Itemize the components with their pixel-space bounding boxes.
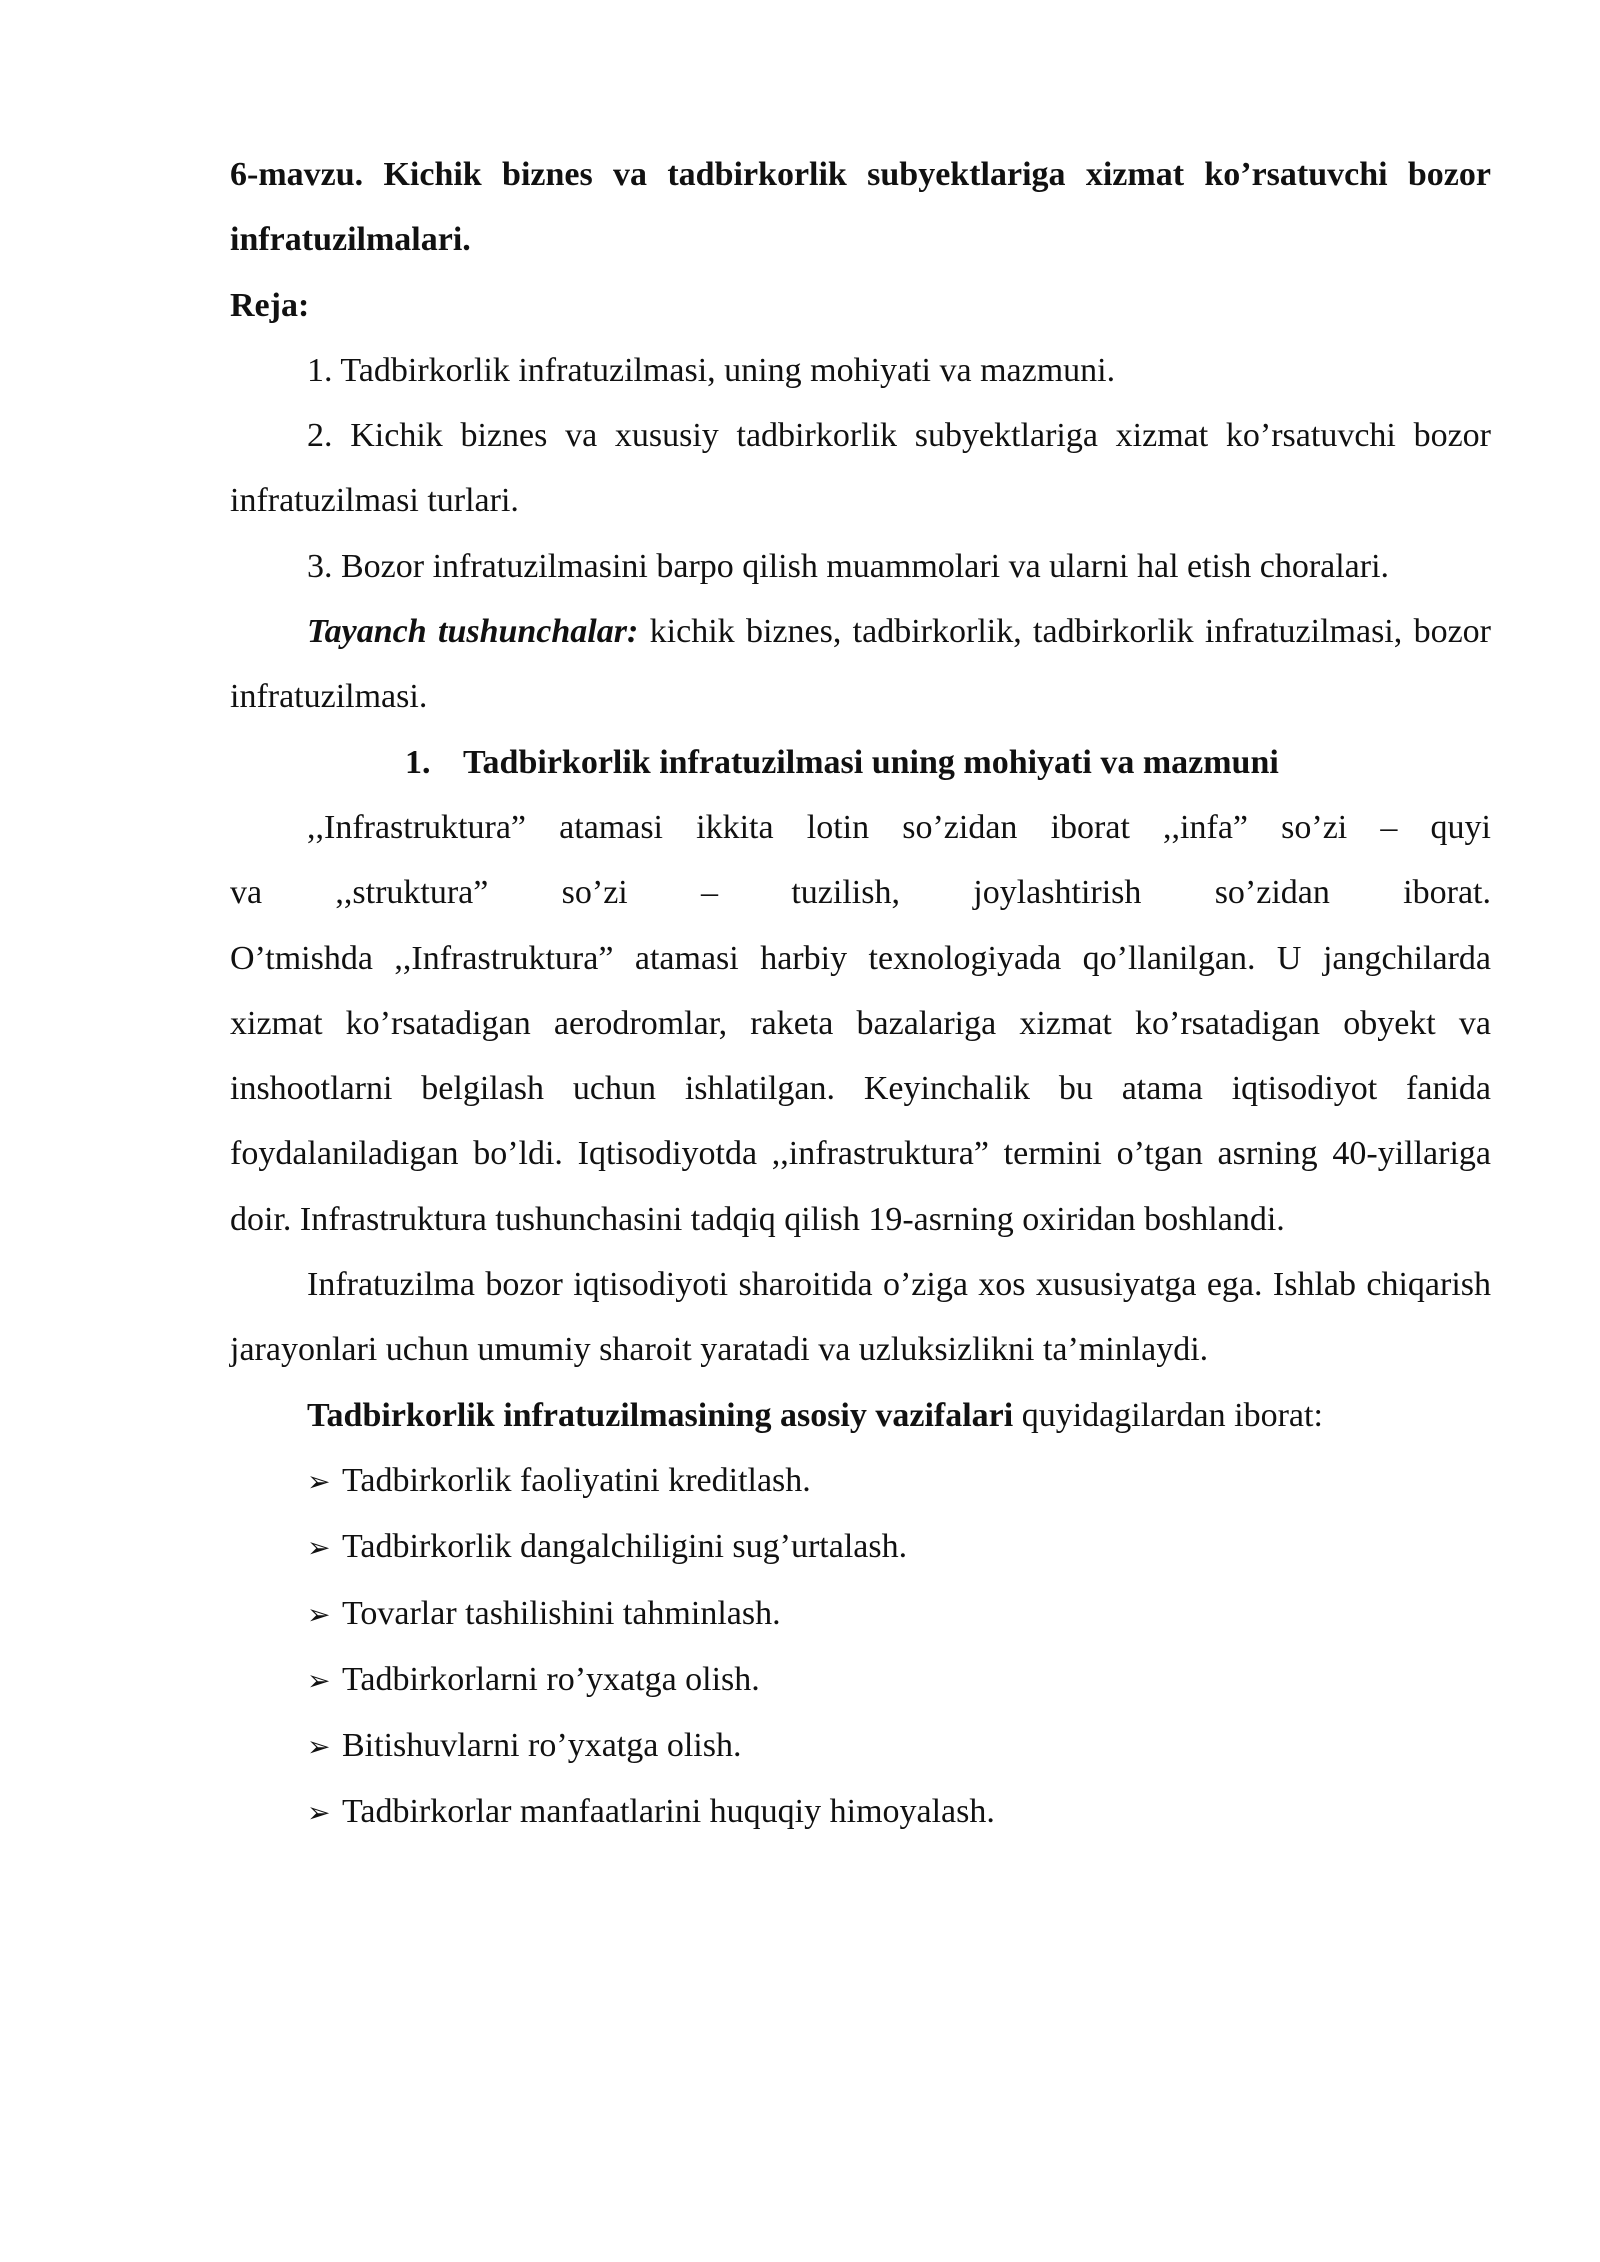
list-item (307, 1448, 1491, 1514)
paragraph-line: va ,,struktura” so’zi – tuzilish, joylashtirish so’zidan iborat. (230, 874, 1491, 912)
list-item (307, 1514, 1491, 1580)
list-item-text: Tovarlar tashilishini tahminlash. (342, 1594, 781, 1632)
list-item-text: Bitishuvlarni ro’yxatga olish. (342, 1727, 742, 1765)
section-heading (230, 730, 1491, 795)
plan-item: 1. Tadbirkorlik infratuzilmasi, uning mohiyati va mazmuni. (307, 351, 1116, 389)
list-item (307, 1647, 1491, 1713)
tasks-heading: Tadbirkorlik infratuzilmasining asosiy vazifalari (307, 1396, 1014, 1434)
list-item-text: Tadbirkorlik dangalchiligini sug’urtalash. (342, 1528, 908, 1566)
task-list (230, 1448, 1491, 1846)
document-page (230, 142, 1491, 1846)
arrow-bullet-icon: ➢ (307, 1597, 331, 1631)
key-terms-label: Tayanch tushunchalar: (307, 613, 639, 651)
paragraph-line: ,,Infrastruktura” atamasi ikkita lotin so’zidan iborat ,,infa” so’zi – quyi (307, 808, 1491, 846)
document-title: 6-mavzu. Kichik biznes va tadbirkorlik subyektlariga xizmat ko’rsatuvchi bozor infratuzilmalari. (230, 156, 1491, 259)
list-item (307, 1779, 1491, 1845)
tasks-intro-paragraph (230, 1383, 1491, 1448)
paragraph: Infratuzilma bozor iqtisodiyoti sharoitida o’ziga xos xususiyatga ega. Ishlab chiqarish jarayonlari uchun umumiy sharoit yaratadi va uzluksizlikni ta’minlaydi. (230, 1266, 1491, 1369)
list-item-text: Tadbirkorlar manfaatlarini huquqiy himoyalash. (342, 1793, 995, 1831)
arrow-bullet-icon: ➢ (307, 1796, 331, 1830)
plan-heading: Reja: (230, 286, 310, 324)
list-item-text: Tadbirkorlarni ro’yxatga olish. (342, 1660, 760, 1698)
arrow-bullet-icon: ➢ (307, 1730, 331, 1764)
key-terms-paragraph (230, 599, 1491, 730)
section-title: Tadbirkorlik infratuzilmasi uning mohiyati va mazmuni (463, 743, 1279, 781)
plan-item: 2. Kichik biznes va xususiy tadbirkorlik subyektlariga xizmat ko’rsatuvchi bozor infratuzilmasi turlari. (230, 417, 1491, 520)
key-terms-text: kichik biznes, tadbirkorlik, tadbirkorlik infratuzilmasi, bozor infratuzilmasi. (230, 613, 1491, 716)
paragraph: O’tmishda ,,Infrastruktura” atamasi harbiy texnologiyada qo’llanilgan. U jangchilarda xizmat ko’rsatadigan aerodromlar, raketa bazalariga xizmat ko’rsatadigan obyekt va inshootlarni belgilash uchun ishlatilgan. Keyinchalik bu atama iqtisodiyot fanida foydalaniladigan bo’ldi. Iqtisodiyotda ,,infrastruktura” termini o’tgan asrning 40-yillariga doir. Infrastruktura tushunchasini tadqiq qilish 19-asrning oxiridan boshlandi. (230, 939, 1491, 1238)
plan-item: 3. Bozor infratuzilmasini barpo qilish muammolari va ularni hal etish choralari. (307, 547, 1390, 585)
section-number: 1. (405, 743, 431, 781)
list-item (307, 1581, 1491, 1647)
arrow-bullet-icon: ➢ (307, 1531, 331, 1565)
tasks-intro-text: quyidagilardan iborat: (1013, 1396, 1323, 1434)
arrow-bullet-icon: ➢ (307, 1663, 331, 1697)
arrow-bullet-icon: ➢ (307, 1464, 331, 1498)
list-item (307, 1713, 1491, 1779)
list-item-text: Tadbirkorlik faoliyatini kreditlash. (342, 1461, 811, 1499)
